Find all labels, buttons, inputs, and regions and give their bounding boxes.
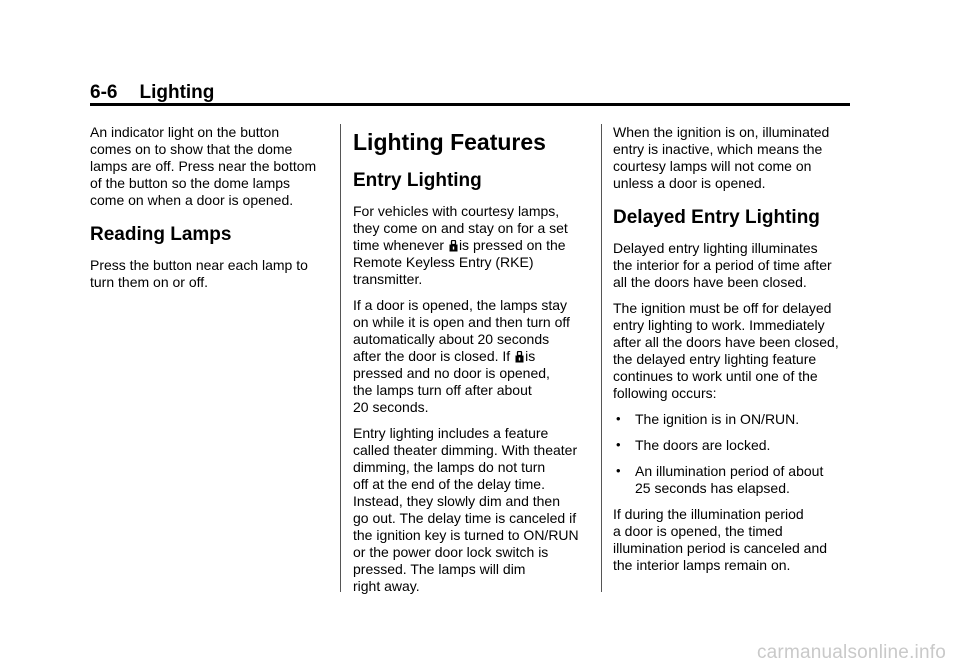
reading-lamps-heading: Reading Lamps [90,224,232,245]
column-divider-left [340,124,341,592]
theater-dimming-paragraph: Entry lighting includes a feature called theater dimming. With theater dimming, the lamps do not turn off at the end of the delay time. Instead, they slowly dim and then go out. The delay time is canceled if the ignition key is turned to ON/RUN or the power door lock switch is pressed. The lamps will dim right away. [353,425,579,594]
header-rule [90,103,850,106]
page-number: 6-6 [90,82,118,103]
unlock-key-icon [449,240,458,252]
entry-lighting-paragraph-1 [353,203,591,288]
section-title: Lighting [139,82,215,103]
column-right [613,124,863,583]
list-item [613,463,863,497]
entry-p1-end: is pressed on the Remote Keyless Entry (RKE) transmitter. [353,237,566,287]
bullet-icon: • [616,437,621,452]
conditions-list [613,411,863,497]
list-item-text: The ignition is in ON/RUN. [635,411,800,427]
unlock-key-icon [515,351,524,363]
bullet-icon: • [616,463,621,478]
illuminated-entry-paragraph: When the ignition is on, illuminated entry is inactive, which means the courtesy lamps will not come on unless a door is opened. [613,124,830,191]
delayed-entry-heading: Delayed Entry Lighting [613,207,820,228]
column-middle [353,124,591,604]
list-item-text: An illumination period of about 25 seconds has elapsed. [635,463,824,496]
column-divider-right [601,124,602,592]
list-item-text: The doors are locked. [635,437,771,453]
bullet-icon: • [616,411,621,426]
entry-p2-end: is pressed and no door is opened, the lamps turn off after about 20 seconds. [353,348,550,415]
reading-lamps-paragraph: Press the button near each lamp to turn them on or off. [90,257,308,290]
delayed-entry-paragraph-1: Delayed entry lighting illuminates the interior for a period of time after all the doors have been closed. [613,240,832,290]
entry-p1-start: For vehicles with courtesy lamps, they come on and stay on for a set time whenever [353,203,568,253]
entry-lighting-heading: Entry Lighting [353,170,482,191]
entry-lighting-paragraph-2 [353,297,591,416]
illumination-canceled-paragraph: If during the illumination period a door is opened, the timed illumination period is canceled and the interior lamps remain on. [613,506,828,573]
column-left [90,124,328,300]
lighting-features-heading: Lighting Features [353,129,546,155]
delayed-entry-paragraph-2: The ignition must be off for delayed entry lighting to work. Immediately after all the doors have been closed, the delayed entry lighting feature continues to work until one of the following occurs: [613,300,839,401]
list-item [613,437,863,454]
list-item [613,411,863,428]
entry-p2-start: If a door is opened, the lamps stay on while it is open and then turn off automatically about 20 seconds after the door is closed. If [353,297,570,364]
dome-lamp-paragraph: An indicator light on the button comes on to show that the dome lamps are off. Press near the bottom of the button so the dome lamps come on when a door is opened. [90,124,317,208]
watermark: carmanualsonline.info [756,642,946,663]
